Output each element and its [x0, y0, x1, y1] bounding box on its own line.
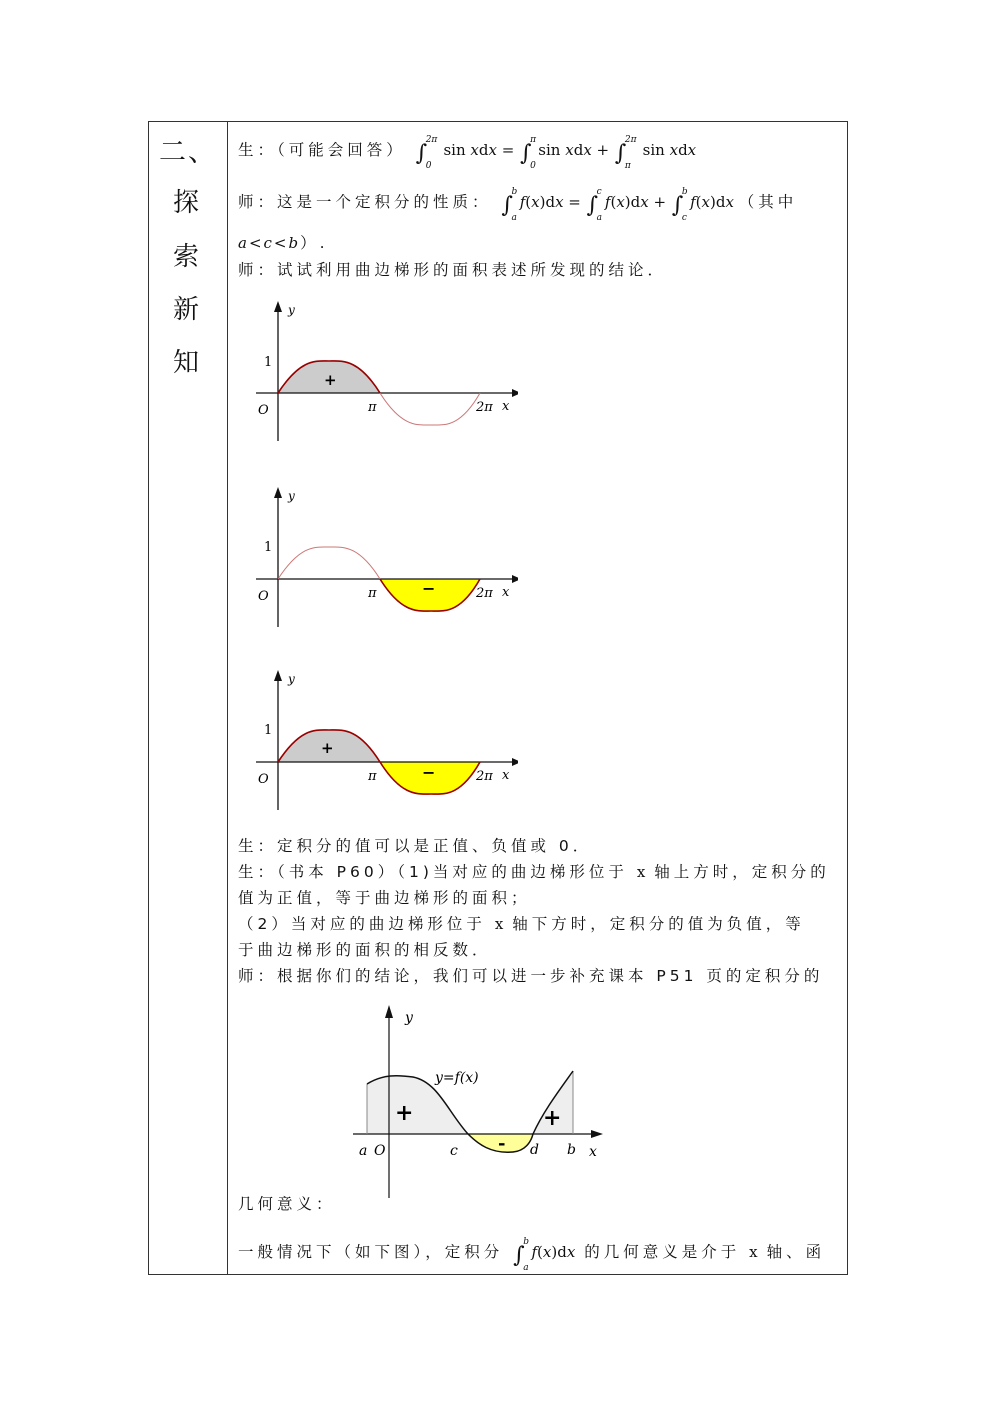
svg-text:+: +: [324, 371, 337, 389]
teacher-supplement-line: 师：根据你们的结论，我们可以进一步补充课本 P51 页的定积分的: [238, 967, 824, 985]
text: 的几何意义是介于: [584, 1243, 741, 1261]
lesson-table: [148, 121, 848, 1275]
svg-text:O: O: [258, 772, 269, 787]
svg-text:y: y: [405, 1010, 413, 1026]
svg-text:2π: 2π: [476, 769, 493, 784]
note-text: （其中: [738, 193, 798, 211]
svg-text:−: −: [422, 763, 436, 782]
section-title-char: 知: [173, 348, 200, 378]
text-line: [238, 912, 805, 934]
text: 生：（书本 P60）（1)当对应的曲边梯形位于: [238, 863, 628, 881]
student-conclusion-line: 生：定积分的值可以是正值、负值或 0．: [238, 837, 593, 855]
svg-text:x: x: [502, 399, 510, 414]
svg-text:y: y: [288, 303, 295, 317]
integral-property: ∫ b a f(x)dx = ∫ c a f(x)dx + ∫ b c f(x)dx: [501, 187, 734, 223]
text: 轴下方时，定积分的值为负值，等: [512, 915, 805, 933]
sine-negative-figure: [246, 484, 518, 632]
geometric-meaning-line: [238, 1237, 826, 1273]
svg-text:x: x: [502, 585, 510, 600]
svg-text:π: π: [368, 400, 377, 415]
svg-text:a: a: [359, 1143, 368, 1159]
teacher-property-line: [238, 187, 798, 223]
svg-text:1: 1: [264, 540, 273, 555]
svg-text:π: π: [368, 586, 377, 601]
text-line: 值为正值，等于曲边梯形的面积；: [238, 889, 531, 907]
svg-text:y=f(x): y=f(x): [435, 1070, 479, 1086]
speaker-text: 生：（可能会回答）: [238, 141, 406, 159]
general-function-figure: [353, 1002, 613, 1198]
svg-text:x: x: [502, 768, 510, 783]
svg-text:O: O: [258, 403, 269, 418]
x-var: x: [494, 915, 504, 933]
speaker-text: 师：这是一个定积分的性质：: [238, 193, 492, 211]
text: ）.: [300, 234, 329, 252]
sine-positive-figure: [246, 298, 518, 446]
text: （2）当对应的曲边梯形位于: [238, 915, 486, 933]
condition-line: [238, 231, 329, 253]
svg-text:O: O: [374, 1143, 386, 1159]
svg-text:O: O: [258, 589, 269, 604]
student-answer-line: [238, 135, 697, 171]
svg-text:1: 1: [264, 723, 273, 738]
x-var: x: [636, 863, 646, 881]
svg-text:1: 1: [264, 355, 273, 370]
svg-text:y: y: [288, 489, 295, 503]
svg-text:−: −: [422, 579, 436, 598]
text-line: 于曲边梯形的面积的相反数．: [238, 941, 492, 959]
integral-expression: ∫ b a f(x)dx: [513, 1237, 576, 1273]
svg-text:d: d: [530, 1142, 539, 1158]
content-column: [238, 122, 838, 1274]
x-var: x: [749, 1243, 758, 1261]
svg-text:2π: 2π: [476, 400, 493, 415]
svg-text:b: b: [567, 1142, 576, 1158]
text: 轴上方时，定积分的: [654, 863, 830, 881]
sine-both-figure: [246, 667, 518, 815]
student-textbook-line: [238, 860, 830, 882]
text: 轴、函: [766, 1243, 826, 1261]
svg-text:x: x: [589, 1144, 597, 1160]
svg-text:π: π: [368, 769, 377, 784]
geometric-meaning-heading: 几何意义：: [238, 1195, 336, 1213]
integral-equation: ∫ 2π 0 sin xdx = ∫ π 0 sin xdx + ∫ 2π π sin xdx: [415, 135, 697, 171]
text: 一般情况下（如下图），定积分: [238, 1243, 504, 1261]
condition-math: a<c<b: [238, 234, 301, 252]
teacher-prompt-line: 师：试试利用曲边梯形的面积表述所发现的结论．: [238, 261, 668, 279]
svg-text:2π: 2π: [476, 586, 493, 601]
section-number: 二、: [159, 137, 217, 168]
svg-text:+: +: [321, 739, 334, 757]
svg-text:c: c: [450, 1143, 458, 1159]
svg-text:-: -: [498, 1133, 506, 1154]
svg-text:+: +: [395, 1100, 414, 1126]
section-column: [149, 122, 228, 1274]
section-title-char: 索: [173, 242, 200, 272]
svg-text:y: y: [288, 672, 295, 686]
section-title-char: 探: [173, 188, 200, 218]
section-title-char: 新: [173, 295, 200, 325]
svg-text:+: +: [543, 1105, 562, 1131]
